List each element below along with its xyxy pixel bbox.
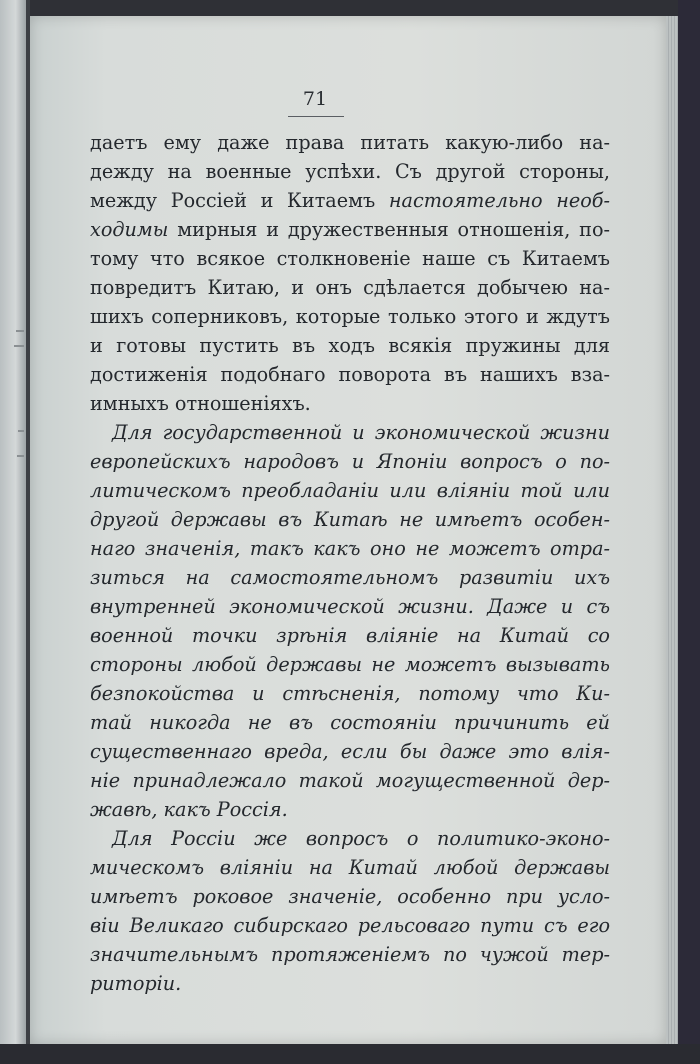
text-line [90,331,610,360]
text-line [90,940,610,969]
text-segment: повредитъ Китаю, и онъ сдѣлается добычею на- [90,276,610,299]
italic-text-segment: ніе принадлежало такой могущественной дер- [90,769,610,792]
italic-text-segment: военной точки зрѣнія вліяніе на Китай со [90,624,610,647]
text-line [90,795,610,824]
text-line [90,186,610,215]
page-number: 71 [302,88,328,110]
text-fragment [17,455,24,457]
italic-text-segment: віи Великаго сибирскаго рельсоваго пути съ его [90,914,610,937]
italic-text-segment: имѣетъ роковое значеніе, особенно при усло- [90,885,610,908]
text-fragment [14,345,24,347]
text-line [90,650,610,679]
italic-text-segment: внутренней экономической жизни. Даже и съ [90,595,610,618]
text-segment: и готовы пустить въ ходъ всякія пружины для [90,334,610,357]
text-segment: даетъ ему даже права питать какую-либо на- [90,131,610,154]
page-block-edge [666,16,678,1044]
italic-text-segment: тай никогда не въ состояніи причинить ей [90,711,610,734]
book-cover [678,0,700,1064]
text-segment: мирныя и дружественныя отношенія, по- [168,218,610,241]
italic-text-segment: другой державы въ Китаѣ не имѣетъ особен- [90,508,610,531]
text-line [90,737,610,766]
text-line [90,302,610,331]
text-line [90,766,610,795]
text-line [90,911,610,940]
italic-text-segment: мическомъ вліяніи на Китай любой державы [90,856,610,879]
italic-text-segment: настоятельно необ- [388,189,610,212]
italic-text-segment: существеннаго вреда, если бы даже это влія- [90,740,610,763]
italic-text-segment: жавѣ, какъ Россія. [90,798,288,821]
text-line [90,389,610,418]
text-line [90,679,610,708]
text-line [90,505,610,534]
italic-text-segment: ходимы [90,218,169,241]
text-line [90,824,610,853]
italic-text-segment: Для государственной и экономической жизни [112,421,610,444]
text-line [90,447,610,476]
text-segment: достиженія подобнаго поворота въ нашихъ вза- [90,363,610,386]
italic-text-segment: Для Россіи же вопросъ о политико-эконо- [112,827,610,850]
text-segment: дежду на военные успѣхи. Съ другой стороны, [90,160,610,183]
text-line [90,882,610,911]
italic-text-segment: стороны любой державы не можетъ вызывать [90,653,610,676]
text-line [90,157,610,186]
text-line [90,708,610,737]
text-line [90,853,610,882]
italic-text-segment: литическомъ преобладаніи или вліяніи той или [90,479,610,502]
text-segment: тому что всякое столкновеніе наше съ Китаемъ [90,247,610,270]
text-line [90,215,610,244]
italic-text-segment: риторіи. [90,972,182,995]
book-page [30,16,666,1044]
text-fragment [18,430,24,432]
italic-text-segment: безпокойства и стѣсненія, потому что Ки- [90,682,610,705]
italic-text-segment: наго значенія, такъ какъ оно не можетъ отра- [90,537,610,560]
text-line [90,360,610,389]
page-text [90,128,610,998]
italic-text-segment: европейскихъ народовъ и Японіи вопросъ о по- [90,450,610,473]
italic-text-segment: зиться на самостоятельномъ развитіи ихъ [90,566,610,589]
text-segment: имныхъ отношеніяхъ. [90,392,311,415]
text-segment: шихъ соперниковъ, которые только этого и ждутъ [90,305,610,328]
text-segment: между Россіей и Китаемъ [90,189,389,212]
text-line [90,128,610,157]
text-line [90,621,610,650]
text-line [90,244,610,273]
text-line [90,534,610,563]
italic-text-segment: значительнымъ протяженіемъ по чужой тер- [90,943,610,966]
text-line [90,418,610,447]
page-number-rule [288,116,344,117]
text-line [90,476,610,505]
facing-page-text-fragments [0,0,26,1064]
text-line [90,273,610,302]
background-top [0,0,700,16]
background-bottom [0,1044,700,1064]
text-line [90,563,610,592]
text-line [90,592,610,621]
text-line [90,969,610,998]
text-fragment [16,330,24,332]
